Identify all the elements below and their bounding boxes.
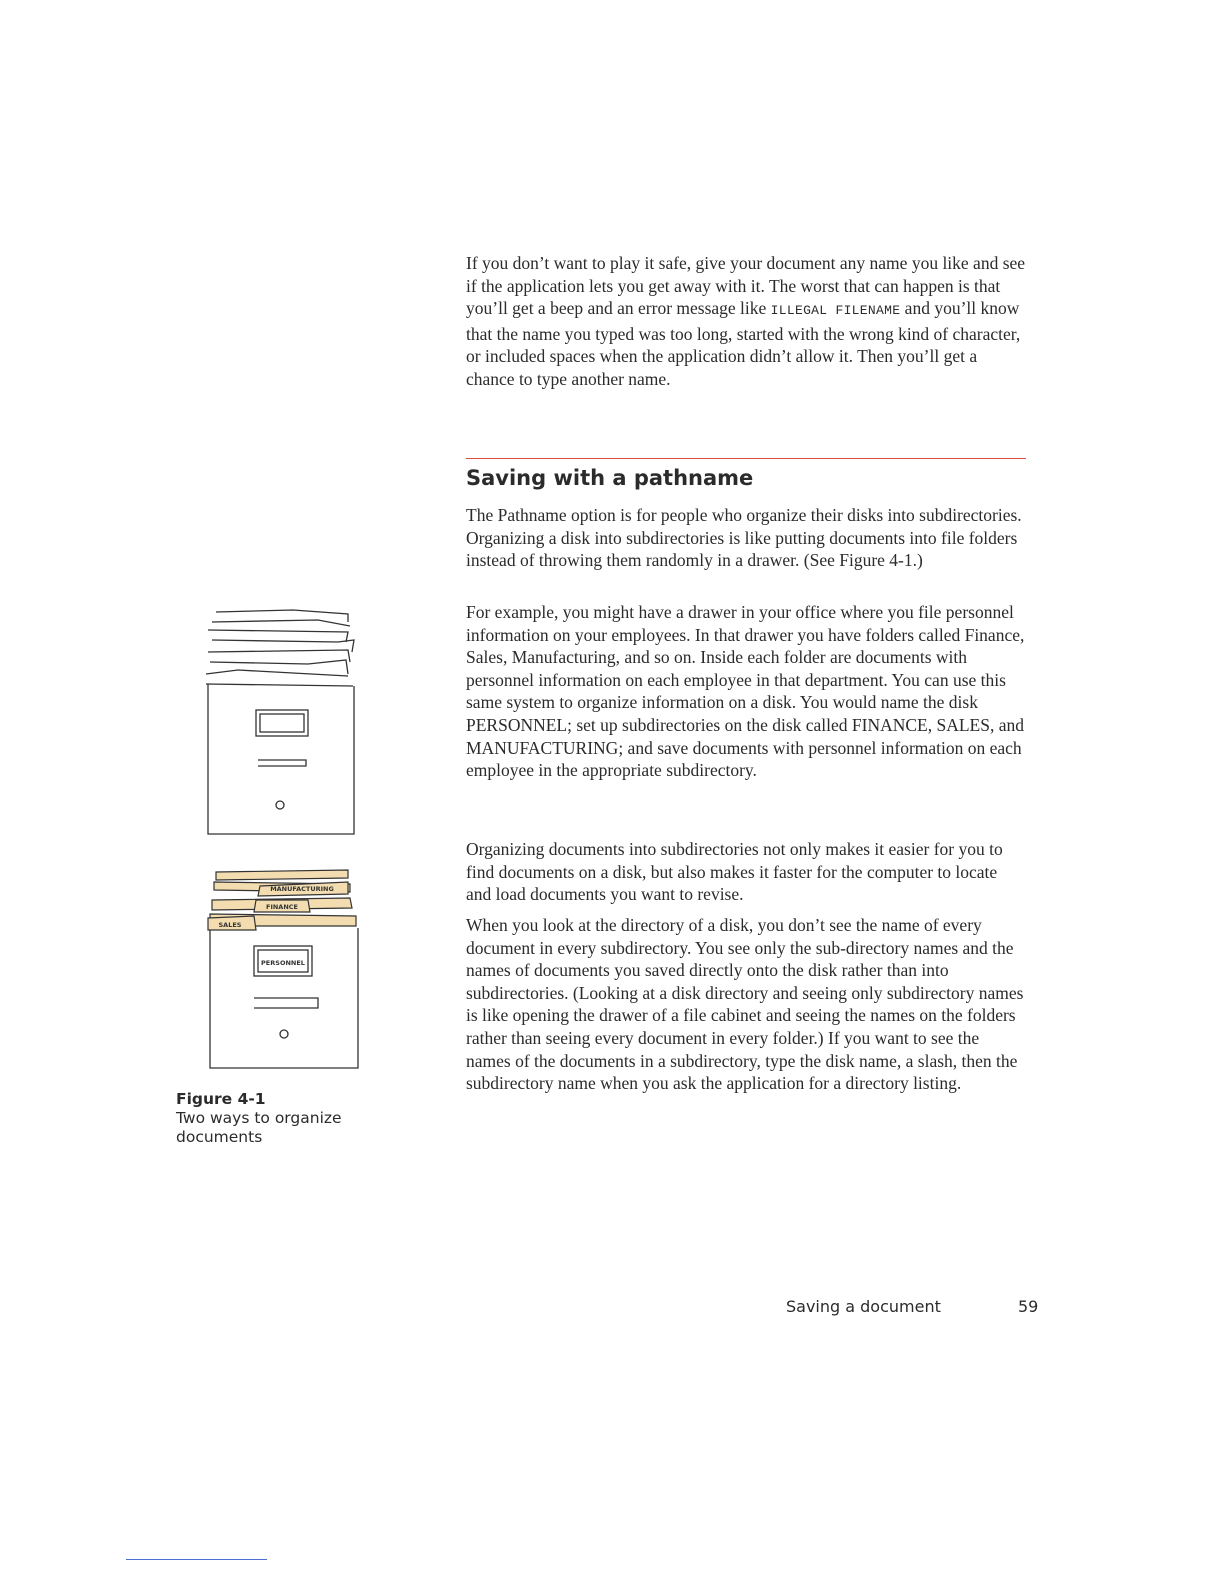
intro-text-before: If you don’t want to play it safe, give your document any name you like and see if the application lets you get away with it. The worst that can happen is that you’ll get a beep and an error message like: [466, 253, 1026, 319]
intro-paragraph: [466, 252, 1026, 391]
drawer-label-personnel: PERSONNEL: [261, 959, 305, 967]
figure-label: Figure 4-1: [176, 1090, 266, 1108]
drawer-knob-icon: [276, 801, 284, 809]
tab-label-manufacturing: MANUFACTURING: [270, 885, 334, 893]
loose-documents-drawer: [206, 610, 354, 834]
body-paragraph-4: When you look at the directory of a disk, you don’t see the name of every document in every subdirectory. You see only the sub-directory names and the names of documents you saved directly onto the disk rather than into subdirectories. (Looking at a disk directory and seeing only subdirectory names is like opening the drawer of a file cabinet and seeing the names on the folders rather than seeing every document in every folder.) If you want to see the names of the documents in a subdirectory, type the disk name, a slash, then the subdirectory name when you ask the application for a directory listing.: [466, 915, 1024, 1094]
intro-text-after: and you’ll know that the name you typed was too long, started with the wrong kind of character, or included spaces when the application didn’t allow it. Then you’ll get a chance to type another name.: [466, 298, 1021, 389]
section-divider: [466, 458, 1026, 459]
body-paragraph-2: For example, you might have a drawer in your office where you file personnel information on your employees. In that drawer you have folders called Finance, Sales, Manufacturing, and so on. Inside each folder are documents with personnel information on each employee in that department. You can use this same system to organize information on a disk. You would name the disk PERSONNEL; set up subdirectories on the disk called FINANCE, SALES, and MANUFACTURING; and save documents with personnel information on each employee in the appropriate subdirectory.: [466, 602, 1025, 781]
drawer-knob-icon: [280, 1030, 288, 1038]
figure-caption: [176, 1090, 376, 1147]
bottom-margin-rule: [126, 1559, 267, 1560]
section-heading: Saving with a pathname: [466, 466, 754, 490]
tab-label-sales: SALES: [218, 921, 242, 929]
file-cabinet-illustration: [198, 600, 368, 1080]
tab-label-finance: FINANCE: [266, 903, 298, 911]
page-number: 59: [1018, 1297, 1039, 1316]
figure-caption-text: Two ways to organize documents: [176, 1109, 342, 1146]
body-paragraph-1: The Pathname option is for people who organize their disks into subdirectories. Organizing a disk into subdirectories is like putting documents into file folders instead of throwing them randomly in a drawer. (See Figure 4-1.): [466, 505, 1022, 571]
body-paragraph-3: Organizing documents into subdirectories not only makes it easier for you to find documents on a disk, but also makes it faster for the computer to locate and load documents you want to revise.: [466, 839, 1003, 905]
labeled-folders-drawer: [208, 870, 358, 1068]
running-footer-title: Saving a document: [786, 1297, 941, 1316]
error-message-code: ILLEGAL FILENAME: [770, 303, 901, 319]
